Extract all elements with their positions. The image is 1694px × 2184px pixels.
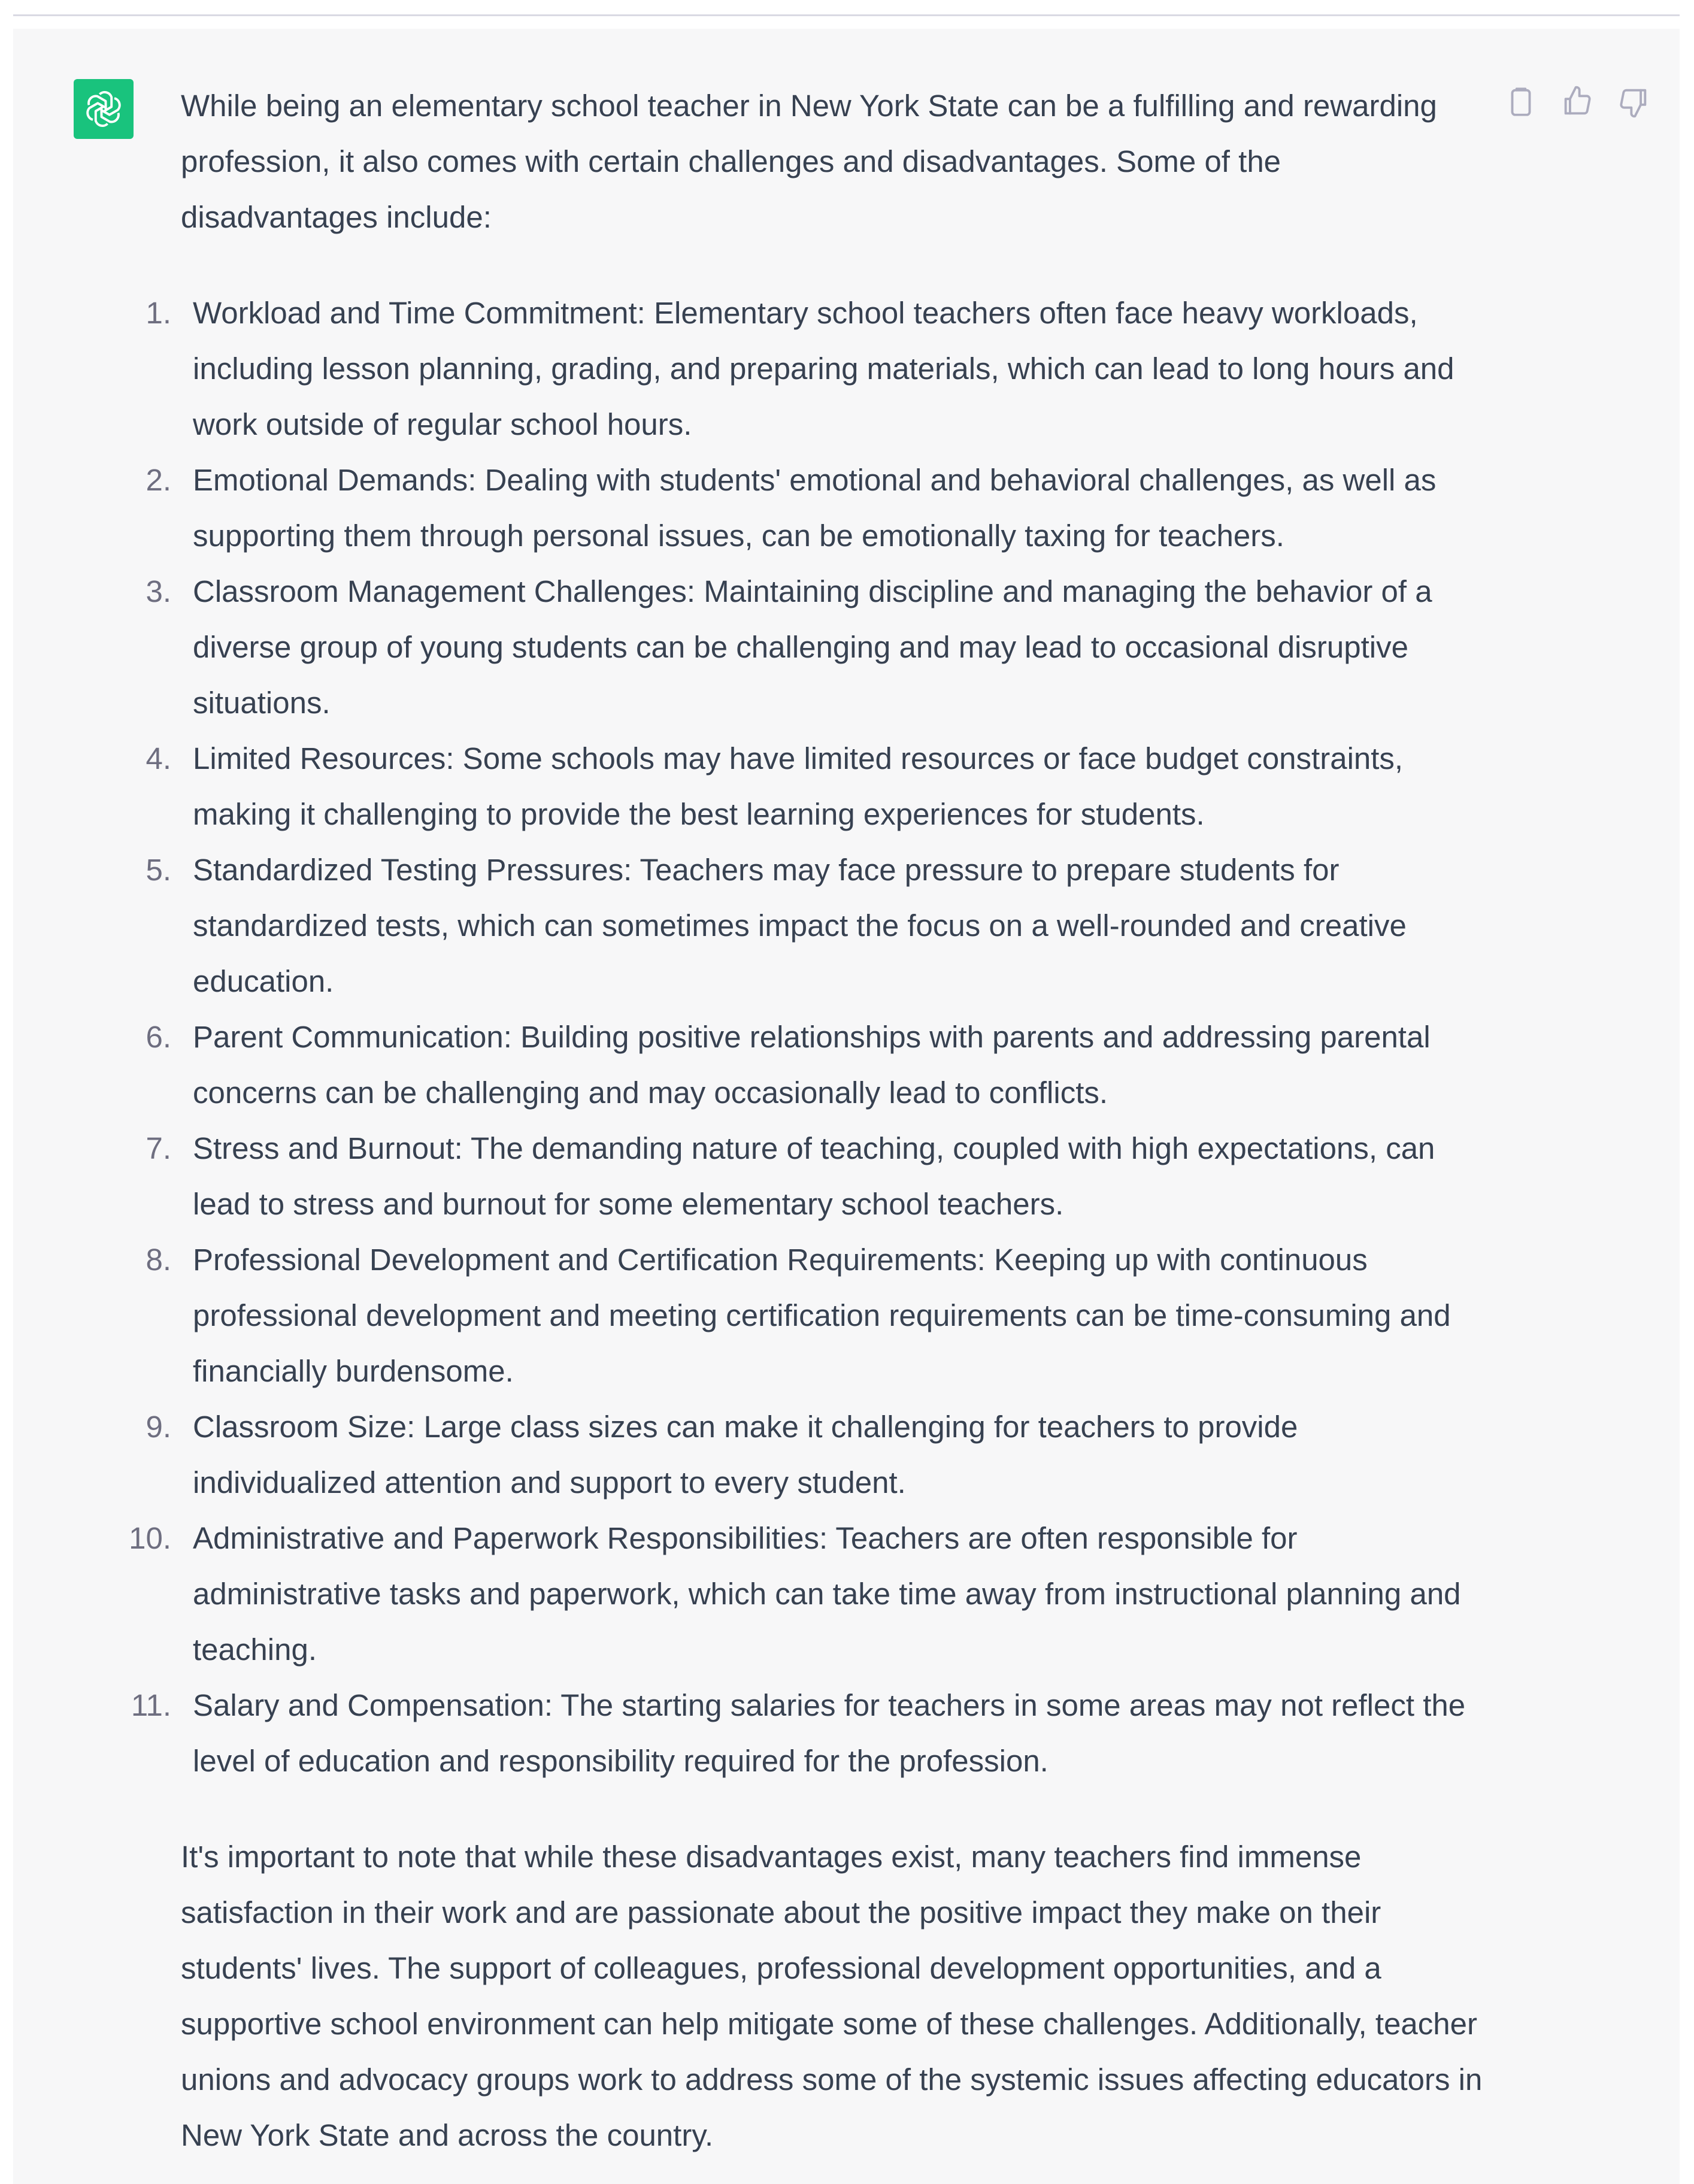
list-item-text: Professional Development and Certification Requirements: Keeping up with continuous professional development and meeting certification requirements can be time-consuming and financially burdensome.: [193, 1243, 1451, 1388]
message-intro: While being an elementary school teacher in New York State can be a fulfilling and rewarding profession, it also comes with certain challenges and disadvantages. Some of the disadvantages include:: [181, 89, 1437, 234]
list-item: [146, 564, 1486, 731]
message-conclusion: It's important to note that while these disadvantages exist, many teachers find immense satisfaction in their work and are passionate about the positive impact they make on their students' lives. The support of colleagues, professional development opportunities, and a supportive school environment can help mitigate some of these challenges. Additionally, teacher unions and advocacy groups work to address some of the systemic issues affecting educators in New York State and across the country.: [181, 1840, 1483, 2152]
list-item: [146, 842, 1486, 1009]
disadvantages-list: [129, 285, 1486, 1789]
message-actions: [1503, 84, 1651, 120]
list-item-text: Salary and Compensation: The starting salaries for teachers in some areas may not reflect the level of education and responsibility required for the profession.: [193, 1688, 1466, 1778]
list-item-number: 8.: [146, 1243, 171, 1277]
list-item-text: Stress and Burnout: The demanding nature of teaching, coupled with high expectations, can lead to stress and burnout for some elementary school teachers.: [193, 1131, 1435, 1221]
list-item-number: 3.: [146, 574, 171, 608]
list-item: [146, 285, 1486, 452]
list-item: [146, 1399, 1486, 1510]
list-item: [146, 1120, 1486, 1232]
assistant-avatar: [74, 79, 134, 139]
list-item-number: 4.: [146, 741, 171, 776]
list-item-text: Classroom Size: Large class sizes can make it challenging for teachers to provide individualized attention and support to every student.: [193, 1410, 1298, 1500]
list-item: [146, 1009, 1486, 1120]
thumbs-down-icon: [1616, 84, 1651, 119]
list-item-number: 5.: [146, 853, 171, 887]
top-divider: [13, 14, 1680, 16]
list-item-text: Parent Communication: Building positive relationships with parents and addressing parental concerns can be challenging and may occasionally lead to conflicts.: [193, 1020, 1431, 1110]
list-item: [146, 1232, 1486, 1399]
assistant-message: [129, 78, 1486, 2163]
clipboard-icon: [1504, 84, 1538, 119]
list-item-number: 9.: [146, 1410, 171, 1444]
list-item-number: 10.: [129, 1521, 171, 1555]
thumbs-down-button[interactable]: [1616, 84, 1651, 120]
list-item-text: Emotional Demands: Dealing with students' emotional and behavioral challenges, as well as supporting them through personal issues, can be emotionally taxing for teachers.: [193, 463, 1437, 553]
list-item-text: Administrative and Paperwork Responsibilities: Teachers are often responsible for administrative tasks and paperwork, which can take time away from instructional planning and teaching.: [193, 1521, 1461, 1667]
list-item-number: 2.: [146, 463, 171, 497]
list-item-text: Limited Resources: Some schools may have limited resources or face budget constraints, making it challenging to provide the best learning experiences for students.: [193, 741, 1404, 831]
list-item-text: Workload and Time Commitment: Elementary school teachers often face heavy workloads, including lesson planning, grading, and preparing materials, which can lead to long hours and work outside of regular school hours.: [193, 296, 1454, 441]
list-item-number: 6.: [146, 1020, 171, 1054]
list-item: [131, 1677, 1486, 1789]
list-item-number: 11.: [131, 1688, 171, 1722]
list-item-number: 1.: [146, 296, 171, 330]
list-item-number: 7.: [146, 1131, 171, 1165]
copy-button[interactable]: [1503, 84, 1539, 120]
list-item: [146, 452, 1486, 564]
list-item: [146, 731, 1486, 842]
list-item-text: Classroom Management Challenges: Maintaining discipline and managing the behavior of a diverse group of young students can be challenging and may lead to occasional disruptive situations.: [193, 574, 1432, 720]
list-item: [129, 1510, 1486, 1677]
thumbs-up-button[interactable]: [1559, 84, 1595, 120]
list-item-text: Standardized Testing Pressures: Teachers may face pressure to prepare students for standardized tests, which can sometimes impact the focus on a well-rounded and creative education.: [193, 853, 1407, 998]
openai-logo-icon: [82, 87, 125, 131]
thumbs-up-icon: [1560, 84, 1595, 119]
